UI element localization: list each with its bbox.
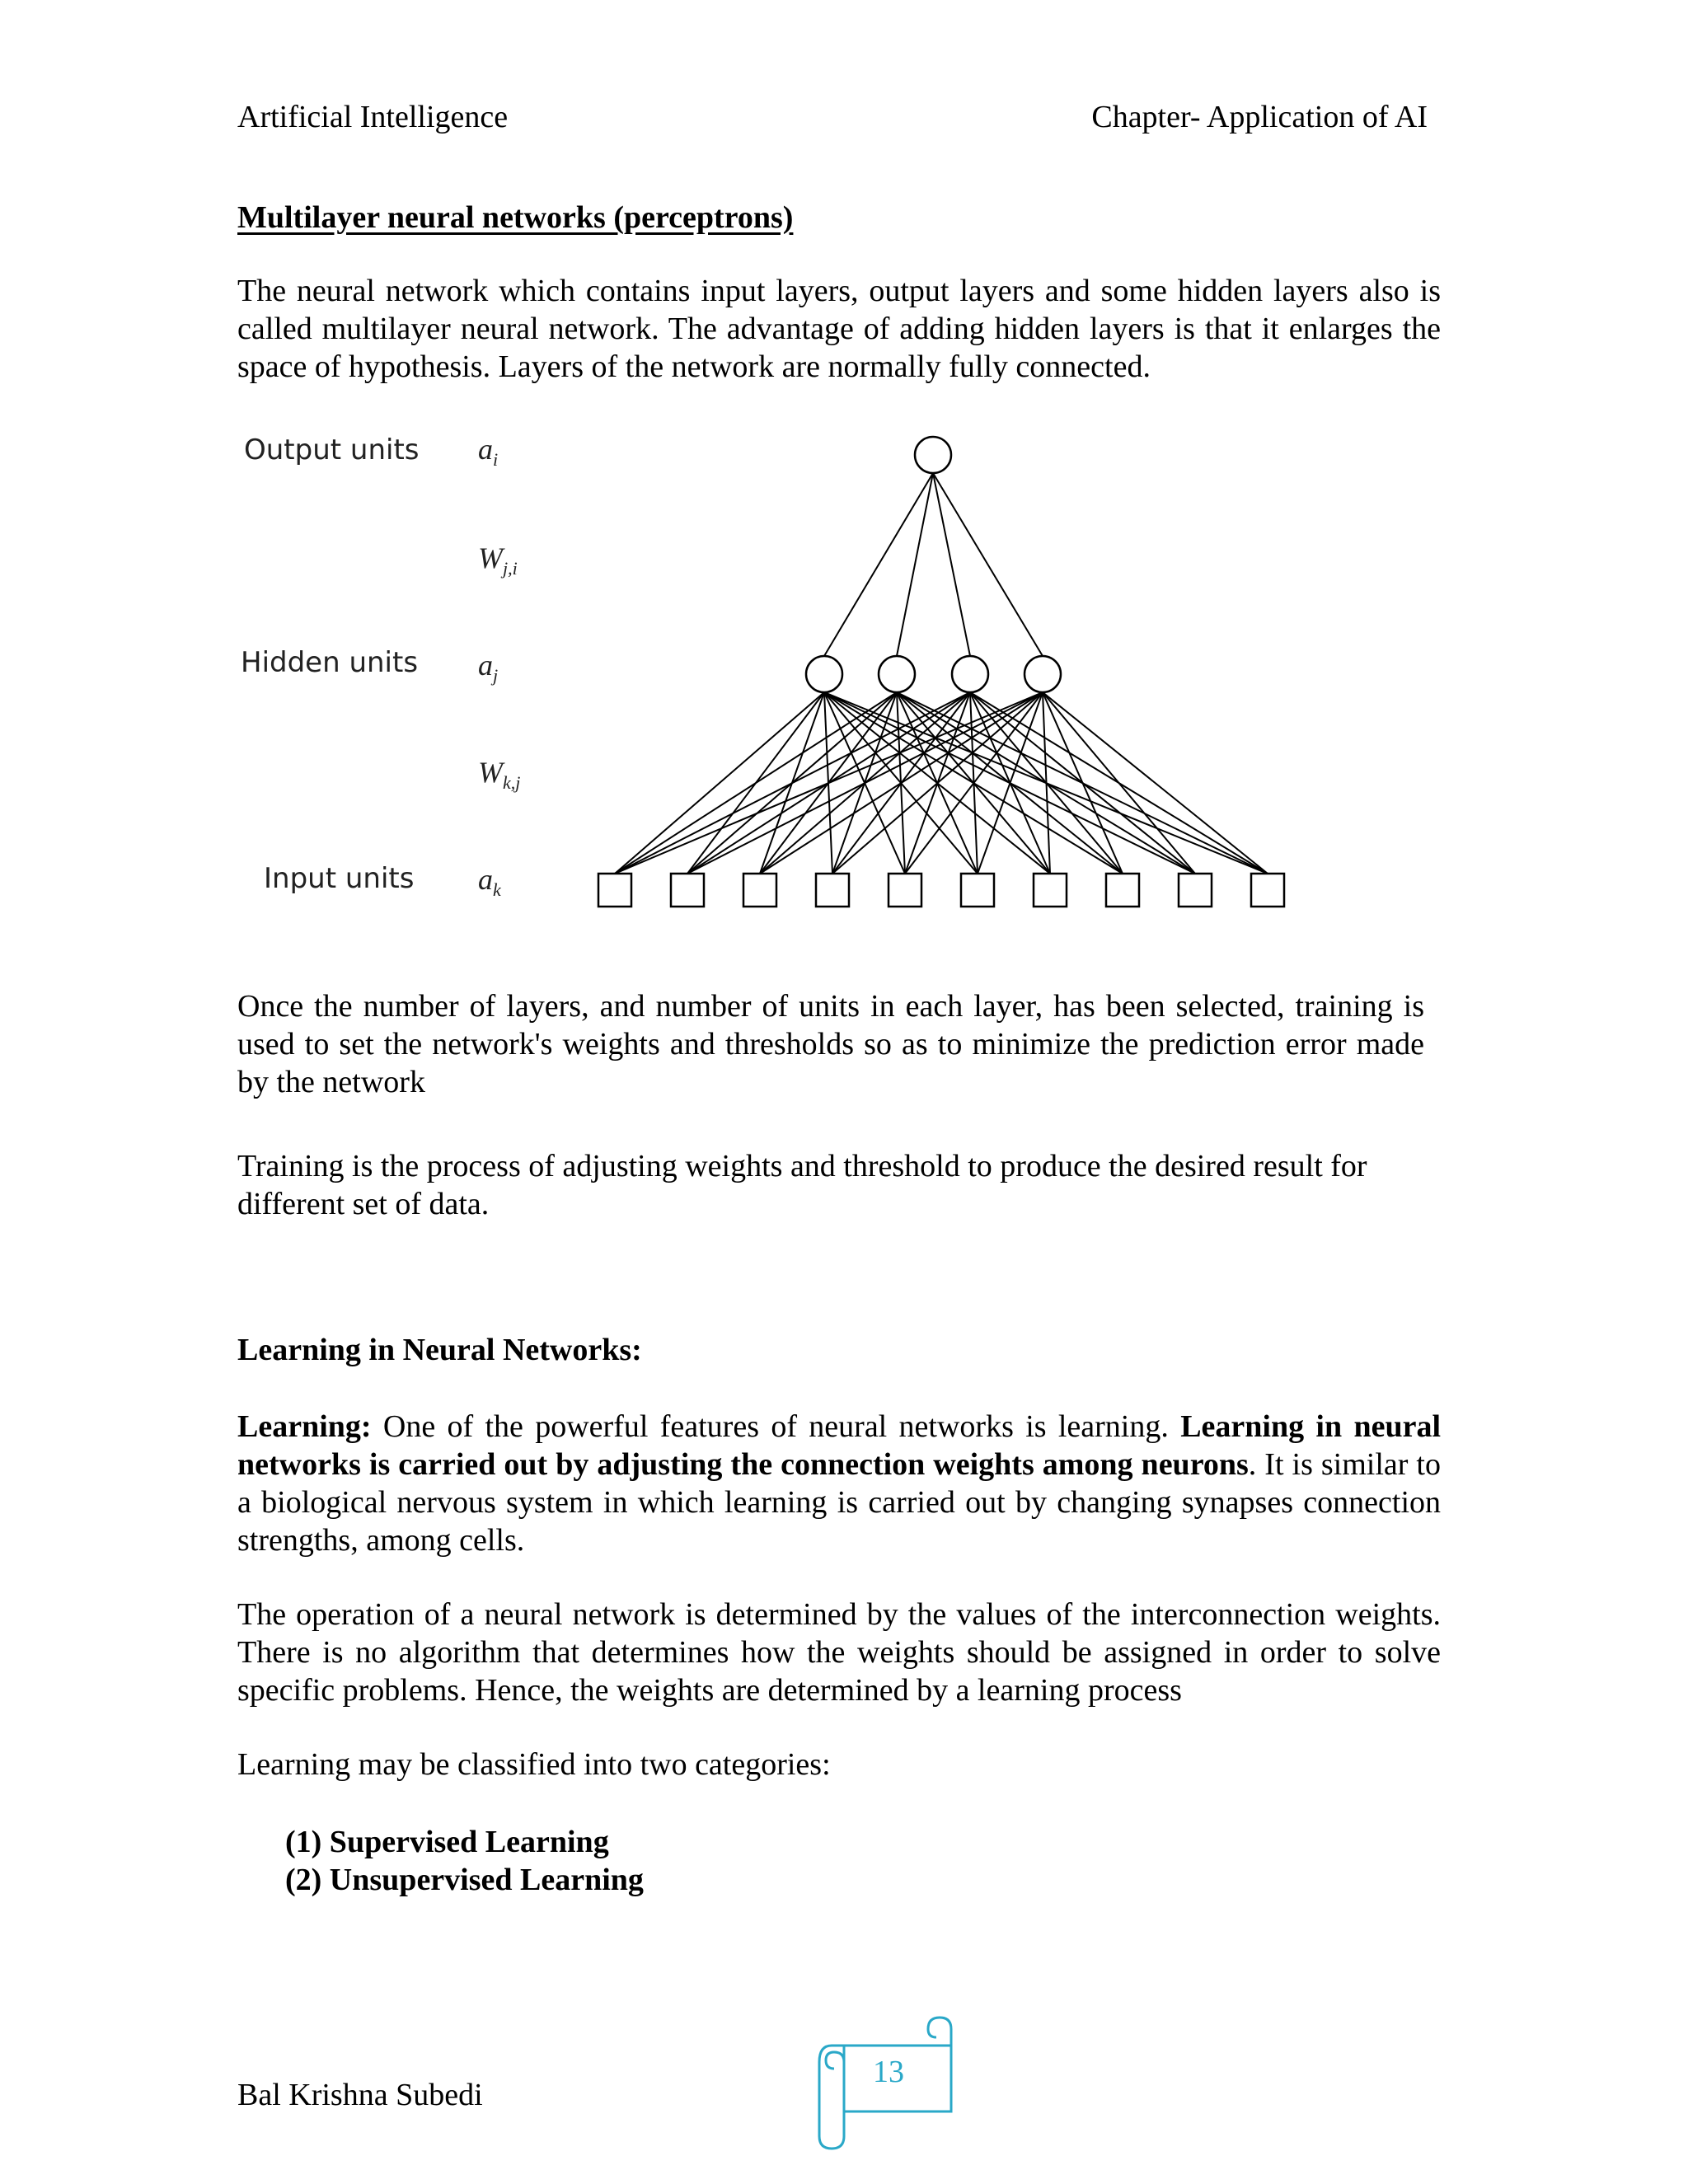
page-number: 13	[873, 2055, 904, 2089]
hidden-activation-symbol: $a_j$	[478, 649, 499, 687]
input-activation-symbol: $a_k$	[478, 863, 501, 901]
hidden-units-label: Hidden units	[241, 646, 419, 679]
hidden-unit	[806, 656, 842, 692]
hidden-unit	[952, 656, 988, 692]
connection-hidden-output	[897, 473, 933, 656]
connection-input-hidden	[970, 692, 1268, 874]
page-header	[237, 97, 1428, 137]
input-unit	[1034, 874, 1067, 907]
learning-term: Learning:	[237, 1409, 372, 1444]
connection-hidden-output	[824, 473, 933, 656]
connection-input-hidden	[897, 692, 1268, 874]
output-unit	[915, 437, 951, 473]
categories-intro: Learning may be classified into two categories:	[237, 1747, 831, 1782]
header-book-title: Artificial Intelligence	[237, 100, 509, 134]
connection-input-hidden	[824, 692, 832, 874]
neural-network-diagram	[231, 429, 1319, 940]
input-unit	[1179, 874, 1212, 907]
input-unit	[816, 874, 849, 907]
input-unit	[889, 874, 921, 907]
operation-paragraph: The operation of a neural network is determined by the values of the interconnection weights. There is no algorithm that determines how the weights should be assigned in order to solve specific problems. Hence, the weights are determined by a learning process	[237, 1597, 1441, 1708]
intro-paragraph: The neural network which contains input layers, output layers and some hidden layers also is called multilayer neural network. The advantage of adding hidden layers is that it enlarges the space of hypothesis. Layers of the network are normally fully connected.	[237, 274, 1441, 384]
input-unit	[1251, 874, 1284, 907]
input-units-label: Input units	[264, 862, 415, 895]
hidden-unit	[879, 656, 915, 692]
list-item: (2) Unsupervised Learning	[285, 1863, 644, 1897]
hidden-unit	[1025, 656, 1061, 692]
learning-text-2: . It is similar to a biological nervous system in which learning is carried out by changing synapses connection strengths, among cells.	[237, 1447, 1441, 1558]
input-unit	[961, 874, 994, 907]
learning-text-1: One of the powerful features of neural networks is learning.	[371, 1409, 1181, 1444]
connection-input-hidden	[824, 692, 1123, 874]
learning-categories-list	[285, 1823, 644, 1899]
training-paragraph-2: Training is the process of adjusting weights and threshold to produce the desired result for different set of data.	[237, 1149, 1367, 1221]
training-paragraph-1: Once the number of layers, and number of units in each layer, has been selected, training is used to set the network's weights and thresholds so as to minimize the prediction error made by the network	[237, 989, 1424, 1099]
section-heading-multilayer: Multilayer neural networks (perceptrons)	[237, 200, 794, 235]
connection-hidden-output	[933, 473, 970, 656]
input-unit	[743, 874, 776, 907]
output-activation-symbol: $a_i$	[478, 433, 499, 471]
section-heading-learning: Learning in Neural Networks:	[237, 1333, 642, 1367]
header-chapter-title: Chapter- Application of AI	[1091, 100, 1428, 134]
list-item: (1) Supervised Learning	[285, 1825, 609, 1859]
output-weight-symbol: $W_{j,i}$	[478, 541, 518, 579]
connection-input-hidden	[824, 692, 1268, 874]
learning-emphasis: Learning in neural networks is carried out by adjusting the connection weights among neurons	[237, 1409, 1442, 1482]
footer-author: Bal Krishna Subedi	[237, 2078, 483, 2112]
output-units-label: Output units	[244, 434, 420, 466]
input-unit	[671, 874, 704, 907]
learning-paragraph	[237, 1408, 1441, 1559]
connection-input-hidden	[824, 692, 1195, 874]
connection-hidden-output	[933, 473, 1043, 656]
input-unit	[598, 874, 631, 907]
input-unit	[1106, 874, 1139, 907]
connection-input-hidden	[824, 692, 978, 874]
hidden-weight-symbol: $W_{k,j}$	[478, 756, 521, 794]
